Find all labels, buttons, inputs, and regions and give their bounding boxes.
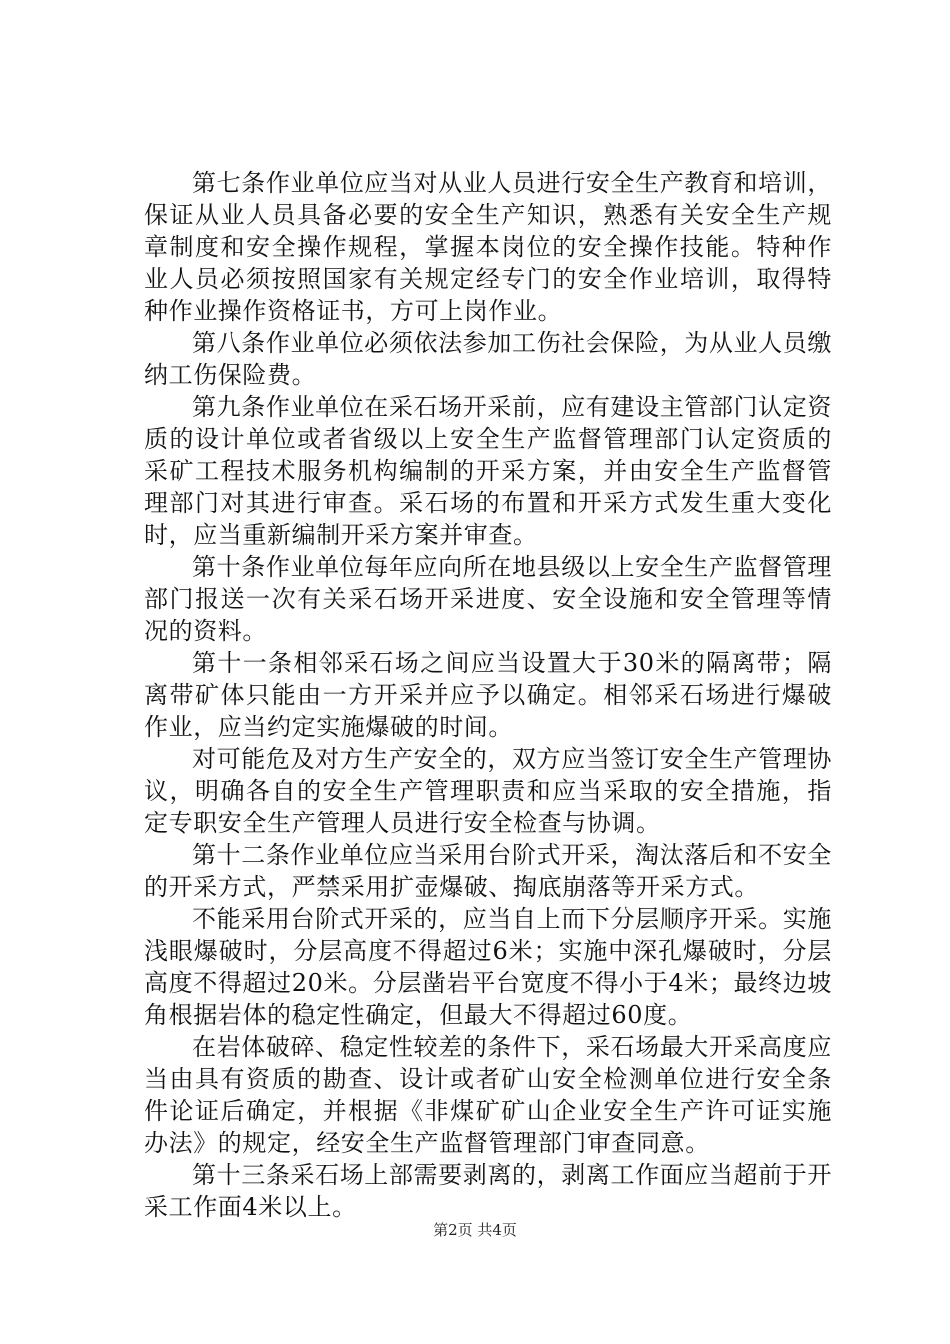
paragraph-article-13: 第十三条采石场上部需要剥离的，剥离工作面应当超前于开采工作面4米以上。: [144, 1161, 832, 1221]
paragraph-article-11-cont: 对可能危及对方生产安全的，双方应当签订安全生产管理协议，明确各自的安全生产管理职责和应当采取的安全措施，指定专职安全生产管理人员进行安全检查与协调。: [144, 745, 832, 837]
paragraph-article-12-cont-2: 在岩体破碎、稳定性较差的条件下，采石场最大开采高度应当由具有资质的勘查、设计或者矿山安全检测单位进行安全条件论证后确定，并根据《非煤矿矿山企业安全生产许可证实施办法》的规定，经安全生产监督管理部门审查同意。: [144, 1033, 832, 1157]
paragraph-article-7: 第七条作业单位应当对从业人员进行安全生产教育和培训，保证从业人员具备必要的安全生产知识，熟悉有关安全生产规章制度和安全操作规程，掌握本岗位的安全操作技能。特种作业人员必须按照国家有关规定经专门的安全作业培训，取得特种作业操作资格证书，方可上岗作业。: [144, 169, 832, 325]
document-body: [144, 167, 832, 1223]
page-number: 第2页: [433, 1221, 473, 1239]
paragraph-article-10: 第十条作业单位每年应向所在地县级以上安全生产监督管理部门报送一次有关采石场开采进度、安全设施和安全管理等情况的资料。: [144, 553, 832, 645]
paragraph-article-9: 第九条作业单位在采石场开采前，应有建设主管部门认定资质的设计单位或者省级以上安全生产监督管理部门认定资质的采矿工程技术服务机构编制的开采方案，并由安全生产监督管理部门对其进行审查。采石场的布置和开采方式发生重大变化时，应当重新编制开采方案并审查。: [144, 393, 832, 549]
paragraph-article-8: 第八条作业单位必须依法参加工伤社会保险，为从业人员缴纳工伤保险费。: [144, 329, 832, 389]
paragraph-article-11: 第十一条相邻采石场之间应当设置大于30米的隔离带；隔离带矿体只能由一方开采并应予以确定。相邻采石场进行爆破作业，应当约定实施爆破的时间。: [144, 649, 832, 741]
paragraph-article-12: 第十二条作业单位应当采用台阶式开采，淘汰落后和不安全的开采方式，严禁采用扩壶爆破、掏底崩落等开采方式。: [144, 841, 832, 901]
paragraph-article-12-cont-1: 不能采用台阶式开采的，应当自上而下分层顺序开采。实施浅眼爆破时，分层高度不得超过6米；实施中深孔爆破时，分层高度不得超过20米。分层凿岩平台宽度不得小于4米；最终边坡角根据岩体的稳定性确定，但最大不得超过60度。: [144, 905, 832, 1029]
page-total: 共4页: [477, 1221, 517, 1239]
page-footer: [0, 1220, 950, 1240]
